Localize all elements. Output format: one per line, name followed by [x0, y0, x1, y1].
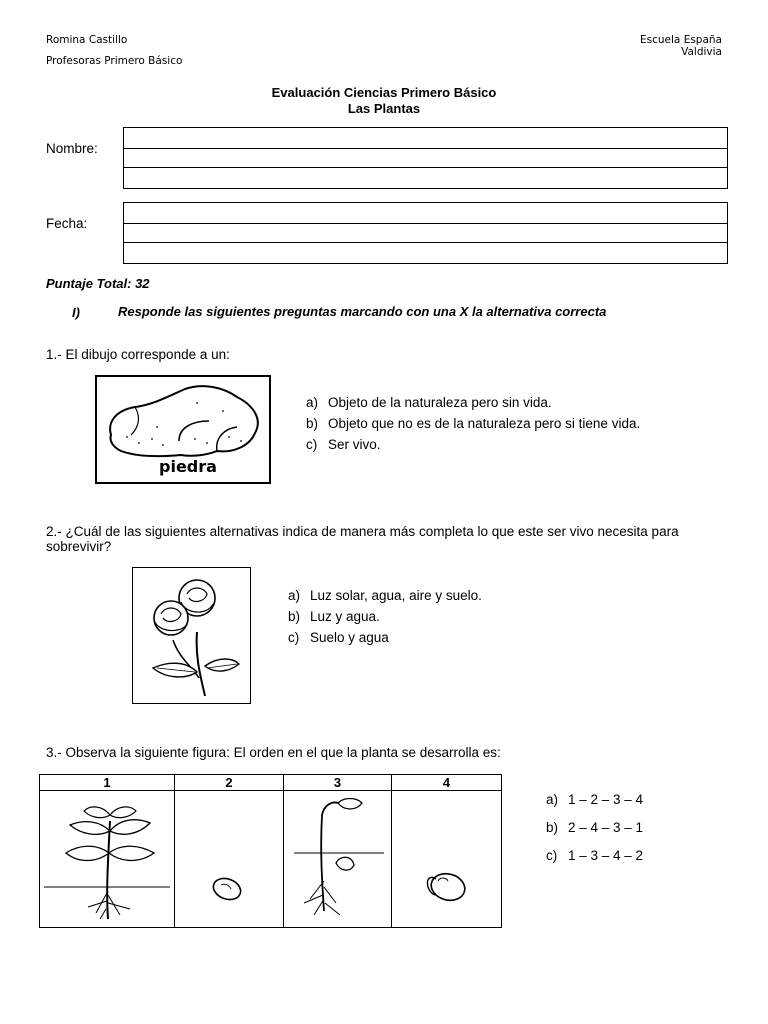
stage-cell-4: [392, 791, 502, 928]
question-2-text: 2.- ¿Cuál de las siguientes alternativas indica de manera más completa lo que este ser vivo necesita para sobrevivir?: [46, 524, 679, 554]
teacher-role: Profesoras Primero Básico: [46, 55, 183, 67]
option-letter: a): [288, 588, 301, 603]
option-a[interactable]: [306, 392, 640, 413]
school-label: Escuela España: [640, 34, 722, 46]
option-c[interactable]: [306, 434, 640, 455]
stage-cell-1: [40, 791, 175, 928]
option-letter: c): [546, 848, 558, 863]
option-letter: b): [546, 820, 559, 835]
growth-figure-table: [39, 774, 502, 928]
option-b[interactable]: [288, 606, 482, 627]
column-header: 1: [40, 775, 175, 791]
stage-cell-3: [284, 791, 392, 928]
section-instruction: Responde las siguientes preguntas marcando con una X la alternativa correcta: [118, 304, 607, 319]
stage-cell-2: [175, 791, 284, 928]
city-label: Valdivia: [681, 46, 722, 58]
rock-image: [95, 375, 271, 484]
option-text: Luz y agua.: [310, 609, 380, 624]
rock-caption: piedra: [159, 457, 217, 476]
option-a[interactable]: [288, 585, 482, 606]
school-name: [640, 34, 722, 58]
author-name: Romina Castillo: [46, 34, 128, 46]
option-letter: a): [546, 792, 559, 807]
date-line[interactable]: [124, 224, 727, 243]
option-text: 1 – 2 – 3 – 4: [568, 792, 644, 807]
question-1-options: [306, 392, 640, 455]
germinating-seed-icon: [392, 791, 501, 922]
column-header: 2: [175, 775, 284, 791]
option-letter: b): [288, 609, 301, 624]
option-letter: a): [306, 395, 319, 410]
option-text: Objeto de la naturaleza pero sin vida.: [328, 395, 552, 410]
name-line[interactable]: [124, 168, 727, 188]
option-text: Objeto que no es de la naturaleza pero si tiene vida.: [328, 416, 641, 431]
column-header: 3: [284, 775, 392, 791]
question-2-options: [288, 585, 482, 648]
option-c[interactable]: [546, 842, 643, 870]
total-score: Puntaje Total: 32: [46, 276, 150, 291]
page-subtitle: Las Plantas: [347, 101, 421, 116]
rose-drawing: [133, 568, 250, 703]
option-b[interactable]: [546, 814, 643, 842]
date-field[interactable]: [123, 202, 728, 264]
name-field[interactable]: [123, 127, 728, 189]
name-label: Nombre:: [46, 141, 98, 156]
option-letter: c): [306, 437, 318, 452]
option-letter: b): [306, 416, 319, 431]
option-text: 2 – 4 – 3 – 1: [568, 820, 644, 835]
name-line[interactable]: [124, 149, 727, 168]
date-line[interactable]: [124, 243, 727, 263]
rock-drawing: [97, 377, 269, 482]
rose-image: [132, 567, 251, 704]
option-c[interactable]: [288, 627, 482, 648]
option-text: 1 – 3 – 4 – 2: [568, 848, 644, 863]
option-text: Ser vivo.: [328, 437, 381, 452]
question-3-options: [546, 786, 643, 870]
name-line[interactable]: [124, 128, 727, 149]
option-b[interactable]: [306, 413, 640, 434]
section-number: I): [72, 305, 80, 320]
page-title: Evaluación Ciencias Primero Básico: [271, 85, 497, 100]
option-text: Luz solar, agua, aire y suelo.: [310, 588, 482, 603]
grown-plant-icon: [40, 791, 174, 922]
option-text: Suelo y agua: [310, 630, 389, 645]
option-letter: c): [288, 630, 300, 645]
question-1-text: 1.- El dibujo corresponde a un:: [46, 347, 230, 362]
column-header: 4: [392, 775, 502, 791]
date-label: Fecha:: [46, 216, 88, 231]
seed-icon: [175, 791, 283, 922]
seedling-icon: [284, 791, 391, 922]
date-line[interactable]: [124, 203, 727, 224]
question-3-text: 3.- Observa la siguiente figura: El orden en el que la planta se desarrolla es:: [46, 745, 501, 760]
option-a[interactable]: [546, 786, 643, 814]
